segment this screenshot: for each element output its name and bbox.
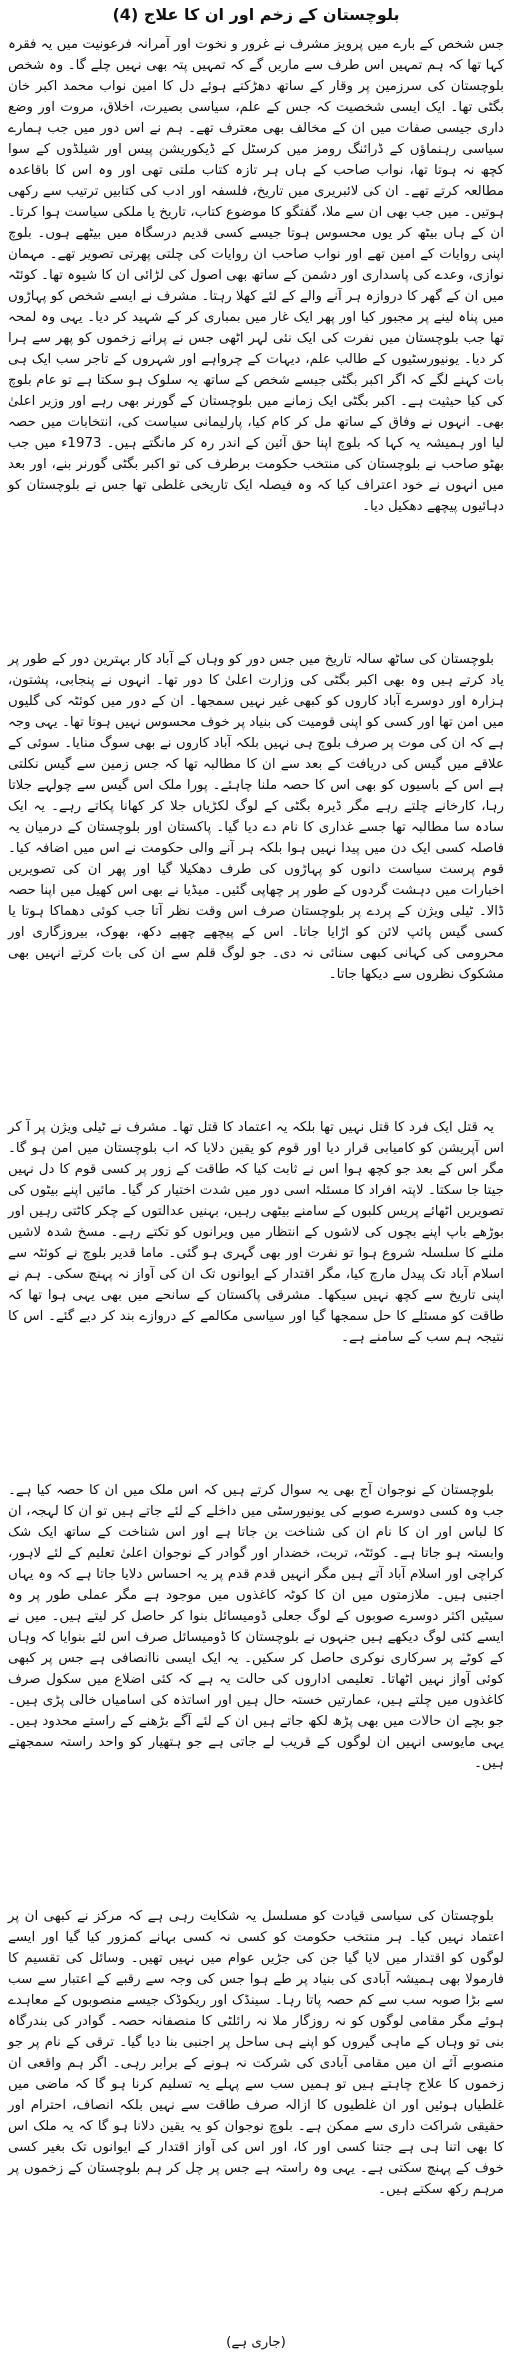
column-body (8, 34, 504, 2353)
column-title: بلوچستان کے زخم اور ان کا علاج (4) (112, 5, 400, 24)
paragraph: بلوچستان کی سیاسی قیادت کو مسلسل یہ شکایت رہی ہے کہ مرکز نے کبھی ان پر اعتماد نہیں کیا۔ ہر منتخب حکومت کو کسی نہ کسی بہانے کمزور کیا گیا اور ایسے لوگوں کو اقتدار میں لایا گیا جن کی جڑیں عوام میں نہیں تھیں۔ وسائل کی تقسیم کا فارمولا بھی ہمیشہ آبادی کی بنیاد پر طے ہوا جس کی وجہ سے رقبے کے اعتبار سے سب سے بڑا صوبہ سب سے کم حصہ پاتا رہا۔ سینڈک اور ریکوڈک جیسے منصوبوں کے معاہدے ہوئے مگر مقامی لوگوں کو نہ روزگار ملا نہ رائلٹی کا منصفانہ حصہ۔ گوادر کی بندرگاہ بنی تو وہاں کے ماہی گیروں کو اپنے ہی ساحل پر اجنبی بنا دیا گیا۔ ترقی کے نام پر جو منصوبے آئے ان میں مقامی آبادی کی شرکت نہ ہونے کے برابر رہی۔ اگر ہم واقعی ان زخموں کا علاج چاہتے ہیں تو ہمیں سب سے پہلے یہ تسلیم کرنا ہو گا کہ ماضی میں غلطیاں ہوئیں اور ان غلطیوں کا ازالہ صرف طاقت سے نہیں بلکہ انصاف، احترام اور حقیقی شراکت داری سے ممکن ہے۔ بلوچ نوجوان کو یہ یقین دلانا ہو گا کہ یہ ملک اس کا بھی اتنا ہی ہے جتنا کسی اور کا، اور اس کی آواز اقتدار کے ایوانوں تک بغیر کسی خوف کے پہنچ سکتی ہے۔ یہی وہ راستہ ہے جس پر چل کر ہم بلوچستان کے زخموں پر مرہم رکھ سکتے ہیں۔ (8, 1909, 504, 2197)
continued-note: (جاری ہے) (226, 2335, 286, 2350)
paragraph: یہ قتل ایک فرد کا قتل نہیں تھا بلکہ یہ اعتماد کا قتل تھا۔ مشرف نے ٹیلی ویژن پر آ کر اس آپریشن کو کامیابی قرار دیا اور قوم کو یقین دلایا کہ اب بلوچستان میں امن ہو گا۔ مگر اس کے بعد جو کچھ ہوا اس نے ثابت کیا کہ طاقت کے زور پر کسی قوم کا دل نہیں جیتا جا سکتا۔ لاپتہ افراد کا مسئلہ اسی دور میں شدت اختیار کر گیا۔ مائیں اپنے بیٹوں کی تصویریں اٹھائے پریس کلبوں کے سامنے بیٹھی رہیں، بہنیں عدالتوں کے چکر کاٹتی رہیں اور بوڑھے باپ اپنے بچوں کی لاشوں کے انتظار میں ویرانوں کو تکتے رہے۔ مسخ شدہ لاشیں ملنے کا سلسلہ شروع ہوا تو نفرت اور بھی گہری ہو گئی۔ ماما قدیر بلوچ نے کوئٹہ سے اسلام آباد تک پیدل مارچ کیا، مگر اقتدار کے ایوانوں تک ان کی آواز نہ پہنچ سکی۔ ہم نے اپنی تاریخ سے کچھ نہیں سیکھا۔ مشرقی پاکستان کے سانحے میں بھی یہی ہوا تھا کہ طاقت کو مسئلے کا حل سمجھا گیا اور سیاسی مکالمے کے دروازے بند کر دیے گئے۔ اس کا نتیجہ ہم سب کے سامنے ہے۔ (8, 1120, 504, 1345)
paragraph: جس شخص کے بارے میں پرویز مشرف نے غرور و نخوت اور آمرانہ فرعونیت میں یہ فقرہ کہا تھا کہ ہم تمہیں اس طرف سے ماریں گے کہ تمہیں پتہ بھی نہیں چلے گا۔ وہ شخص بلوچستان کی سرزمین پر وقار کے ساتھ دھڑکتے ہوئے دل کا امین نواب محمد اکبر خان بگٹی تھا۔ ایک ایسی شخصیت کہ جس کے علم، سیاسی بصیرت، اخلاق، مروت اور وضع داری جیسی صفات میں ان کے مخالف بھی معترف تھے۔ ہم نے اس دور میں جب ہمارے سیاسی رہنماؤں کے ڈرائنگ رومز میں کرسٹل کے ڈیکوریشن پیس اور شیلڈوں کے سوا کچھ نہ ہوتا تھا، نواب صاحب کے ہاں ہر تازہ کتاب ملتی تھی اور وہ اس کا باقاعدہ مطالعہ کرتے تھے۔ ان کی لائبریری میں تاریخ، فلسفہ اور ادب کی کتابیں ترتیب سے رکھی ہوتیں۔ میں جب بھی ان سے ملا، گفتگو کا موضوع کتاب، تاریخ یا ملکی سیاست ہوا کرتا۔ ان کے ہاں بیٹھ کر یوں محسوس ہوتا جیسے کسی قدیم درسگاہ میں بیٹھے ہوں۔ بلوچ اپنی روایات کے امین تھے اور نواب صاحب ان روایات کی چلتی پھرتی تصویر تھے۔ مہمان نوازی، وعدے کی پاسداری اور دشمن کے ساتھ بھی اصول کی لڑائی ان کا شیوہ تھا۔ کوئٹہ میں ان کے گھر کا دروازہ ہر آنے والے کے لئے کھلا رہتا۔ مشرف نے ایسے شخص کو پہاڑوں میں پناہ لینے پر مجبور کیا اور پھر ایک غار میں بمباری کر کے شہید کر دیا۔ یہی وہ لمحہ تھا جب بلوچستان میں نفرت کی ایک نئی لہر اٹھی جس نے پرانے زخموں کو پھر سے ہرا کر دیا۔ یونیورسٹیوں کے طالب علم، دیہات کے چرواہے اور شہروں کے تاجر سب ایک ہی بات کہنے لگے کہ اگر اکبر بگٹی جیسے شخص کے ساتھ یہ سلوک ہو سکتا ہے تو عام بلوچ کی کیا حیثیت ہے۔ اکبر بگٹی ایک زمانے میں بلوچستان کے گورنر بھی رہے اور وزیر اعلیٰ بھی۔ انہوں نے وفاق کے ساتھ مل کر کام کیا، پارلیمانی سیاست کی، انتخابات میں حصہ لیا اور ہمیشہ یہ کہا کہ بلوچ اپنا حق آئین کے اندر رہ کر مانگتے ہیں۔ 1973ء میں جب بھٹو صاحب نے بلوچستان کی منتخب حکومت برطرف کی تو اکبر بگٹی گورنر بنے، اور بعد میں انہوں نے خود اعتراف کیا کہ وہ فیصلہ ایک تاریخی غلطی تھا جس نے بلوچستان کو دہائیوں پیچھے دھکیل دیا۔ (8, 37, 504, 514)
paragraph: بلوچستان کے نوجوان آج بھی یہ سوال کرتے ہیں کہ اس ملک میں ان کا حصہ کیا ہے۔ جب وہ کسی دوسرے صوبے کی یونیورسٹی میں داخلے کے لئے جاتے ہیں تو ان کا لہجہ، ان کا لباس اور ان کا نام ان کی شناخت بن جاتا ہے اور اس شناخت کے ساتھ ایک شک وابستہ ہو جاتا ہے۔ کوئٹہ، تربت، خضدار اور گوادر کے نوجوان اعلیٰ تعلیم کے لئے لاہور، کراچی اور اسلام آباد آتے ہیں مگر انہیں قدم قدم پر یہ احساس دلایا جاتا ہے کہ وہ یہاں اجنبی ہیں۔ ملازمتوں میں ان کا کوٹہ کاغذوں میں موجود ہے مگر عملی طور پر وہ سیٹیں اکثر دوسرے صوبوں کے لوگ جعلی ڈومیسائل بنوا کر حاصل کر لیتے ہیں۔ میں نے ایسے کئی لوگ دیکھے ہیں جنہوں نے بلوچستان کا ڈومیسائل صرف اس لئے بنوایا کہ وہاں کے کوٹے پر سرکاری نوکری حاصل کر سکیں۔ یہ ایک ایسی ناانصافی ہے جس پر کبھی کوئی آواز نہیں اٹھاتا۔ تعلیمی اداروں کی حالت یہ ہے کہ کئی اضلاع میں سکول صرف کاغذوں میں چلتے ہیں، عمارتیں خستہ حال ہیں اور اساتذہ کی اسامیاں خالی پڑی ہیں۔ جو بچے ان حالات میں بھی پڑھ لکھ جاتے ہیں ان کے لئے آگے بڑھنے کے راستے محدود ہیں۔ یہی مایوسی انہیں ان لوگوں کے قریب لے جاتی ہے جو ہتھیار کو واحد راستہ سمجھتے ہیں۔ (8, 1483, 504, 1771)
paragraph: بلوچستان کی ساٹھ سالہ تاریخ میں جس دور کو وہاں کے آباد کار بہترین دور کے طور پر یاد کرتے ہیں وہ بھی اکبر بگٹی کی وزارت اعلیٰ کا دور تھا۔ انہوں نے پنجابی، پشتون، ہزارہ اور دوسرے آباد کاروں کو کبھی غیر نہیں سمجھا۔ ان کے دور میں کوئٹہ کی گلیوں میں امن تھا اور کسی کو اپنی قومیت کی بنیاد پر خوف محسوس نہیں ہوتا تھا۔ یہی وجہ ہے کہ ان کی موت پر صرف بلوچ ہی نہیں بلکہ آباد کاروں نے بھی سوگ منایا۔ سوئی کے علاقے میں گیس کی دریافت کے بعد سے ان کا مطالبہ تھا کہ جس زمین سے گیس نکلتی ہے اس کے باسیوں کو بھی اس کا حصہ ملنا چاہئے۔ پورا ملک اس گیس سے چولہے جلاتا رہا، کارخانے چلتے رہے مگر ڈیرہ بگٹی کے لوگ لکڑیاں جلا کر کھانا پکاتے رہے۔ یہ ایک سادہ سا مطالبہ تھا جسے غداری کا نام دے دیا گیا۔ پاکستان اور بلوچستان کے درمیان یہ فاصلہ کسی ایک دن میں پیدا نہیں ہوا بلکہ ہر آنے والی حکومت نے اس میں اضافہ کیا۔ قوم پرست سیاست دانوں کو پہاڑوں کی طرف دھکیلا گیا اور پھر ان کی تصویریں اخبارات میں دہشت گردوں کے طور پر چھاپی گئیں۔ میڈیا نے بھی اس کھیل میں اپنا حصہ ڈالا۔ ٹیلی ویژن کے پردے پر بلوچستان صرف اس وقت نظر آتا جب کوئی دھماکا ہوتا یا کسی گیس پائپ لائن کو اڑایا جاتا۔ اس کے پیچھے چھپے دکھ، بھوک، بیروزگاری اور محرومی کی کہانی کبھی سنائی نہ دی۔ جو لوگ قلم سے ان کی بات کرتے انہیں بھی مشکوک نظروں سے دیکھا جاتا۔ (8, 652, 504, 982)
